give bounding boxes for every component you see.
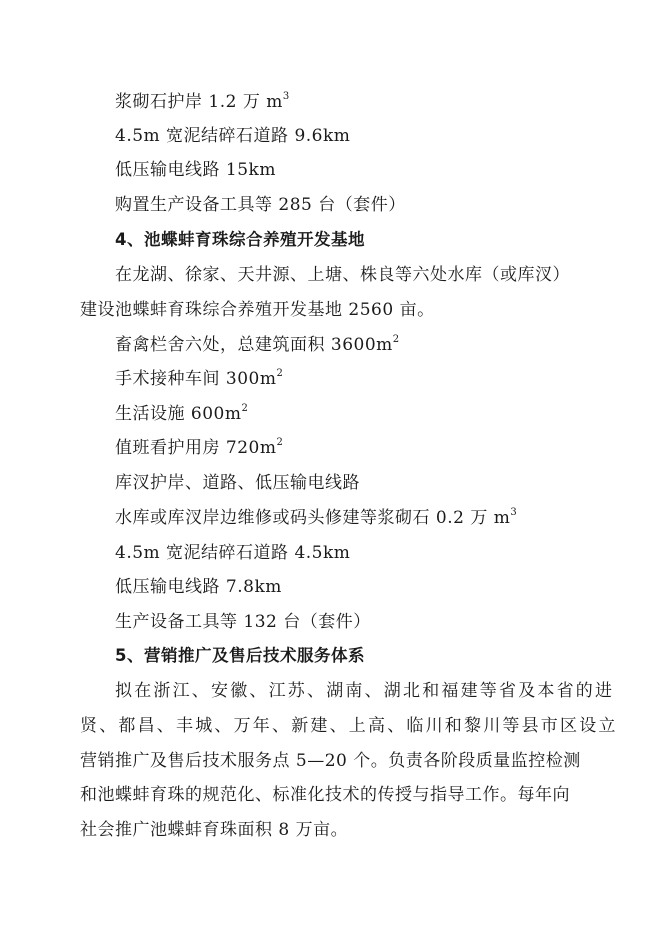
text-line: 手术接种车间 $300m^2$ — [115, 368, 284, 389]
section-heading: 4、池蝶蚌育珠综合养殖开发基地 — [115, 230, 365, 249]
text-line: 生活设施 $600m^2$ — [115, 403, 249, 424]
text-line: 4.5m 宽泥结碎石道路 9.6km — [115, 126, 351, 146]
text-line: 生产设备工具等 132 台（套件） — [115, 612, 371, 632]
text-line: 浆砌石护岸 1.2 万 $m^3$ — [115, 91, 290, 112]
text-line: 4.5m 宽泥结碎石道路 4.5km — [115, 543, 351, 563]
text-line: 值班看护用房 $720m^2$ — [115, 437, 284, 458]
paragraph-line: 社会推广池蝶蚌育珠面积 8 万亩。 — [80, 820, 349, 840]
section-heading: 5、营销推广及售后技术服务体系 — [115, 646, 365, 665]
paragraph-line: 建设池蝶蚌育珠综合养殖开发基地 2560 亩。 — [80, 300, 435, 320]
text-line: 低压输电线路 15km — [115, 160, 276, 180]
paragraph-line: 营销推广及售后技术服务点 5—20 个。负责各阶段质量监控检测 — [80, 751, 581, 771]
paragraph-line: 贤、都昌、丰城、万年、新建、上高、临川和黎川等县市区设立 — [80, 716, 618, 736]
paragraph-line: 和池蝶蚌育珠的规范化、标准化技术的传授与指导工作。每年向 — [80, 785, 570, 805]
paragraph-line: 拟在浙江、安徽、江苏、湖南、湖北和福建等省及本省的进 — [115, 681, 615, 701]
paragraph-line: 在龙湖、徐家、天井源、上塘、株良等六处水库（或库汊） — [115, 265, 570, 285]
text-line: 水库或库汊岸边维修或码头修建等浆砌石 0.2 万 $m^3$ — [115, 507, 518, 528]
text-line: 购置生产设备工具等 285 台（套件） — [115, 195, 406, 215]
text-line: 库汊护岸、道路、低压输电线路 — [115, 473, 360, 493]
text-line: 畜禽栏舍六处，总建筑面积 $3600m^2$ — [115, 334, 400, 355]
text-line: 低压输电线路 7.8km — [115, 577, 282, 597]
